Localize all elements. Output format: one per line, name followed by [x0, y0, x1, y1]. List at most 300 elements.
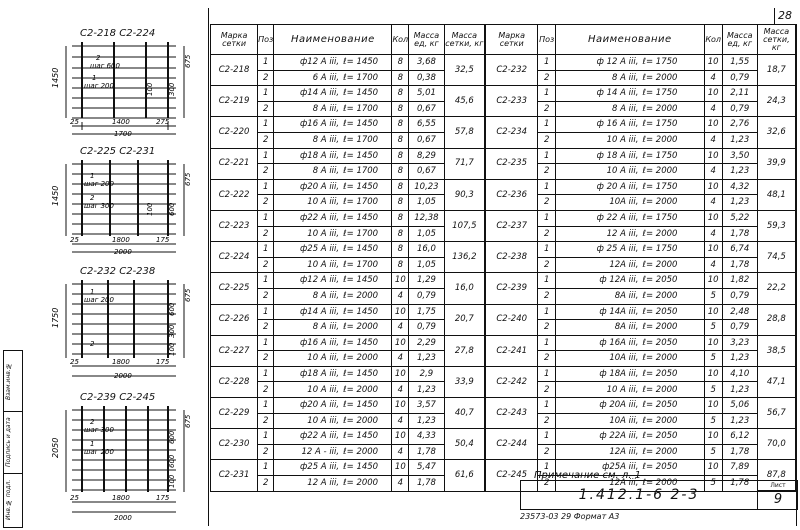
cell-mass-unit: 1,23	[409, 413, 445, 429]
cell-kol: 10	[704, 398, 722, 414]
cell-kol: 8	[392, 117, 409, 133]
dim-bottom-left: 25	[70, 236, 79, 244]
cell-poz: 2	[258, 413, 274, 429]
bar-diameter: ф 18 А ііі,	[596, 150, 639, 161]
cell-name	[556, 366, 705, 382]
bar-length: ℓ= 2000	[642, 290, 678, 301]
bar-diameter: ф 16А ііі,	[599, 337, 639, 348]
bar-diameter: 10А ііі,	[609, 415, 639, 426]
cell-poz: 1	[258, 304, 274, 320]
cell-kol: 8	[392, 179, 409, 195]
cell-mass-unit: 3,57	[409, 398, 445, 414]
frame-line	[208, 8, 209, 526]
cell-mass-total: 45,6	[444, 86, 484, 117]
bar-length: ℓ= 2050	[642, 275, 678, 286]
cell-mass-unit: 1,23	[722, 413, 757, 429]
cell-name	[556, 413, 705, 429]
cell-name	[556, 70, 705, 86]
cell-name	[274, 444, 392, 460]
dim-right: 675	[184, 172, 192, 186]
dim-mid: 600	[168, 302, 176, 316]
col-massa-setki: Масса сетки, кг	[757, 25, 795, 55]
cell-name	[274, 86, 392, 102]
bar-diameter: 6 А ііі,	[312, 72, 340, 83]
bar-length: ℓ= 1450	[343, 400, 379, 411]
cell-mass-total: 59,3	[757, 210, 795, 241]
label-step: шаг 300	[84, 202, 114, 210]
bar-length: ℓ= 2000	[642, 103, 678, 114]
cell-poz: 1	[538, 304, 556, 320]
cell-name	[274, 273, 392, 289]
cell-marka: С2-218	[211, 55, 258, 86]
cell-mass-unit: 6,74	[722, 242, 757, 258]
cell-marka: С2-238	[486, 242, 538, 273]
cell-marka: С2-240	[486, 304, 538, 335]
bar-diameter: 8 А ііі,	[312, 290, 340, 301]
dim-inner: 100	[146, 82, 154, 96]
cell-name	[274, 288, 392, 304]
cell-kol: 8	[392, 148, 409, 164]
cell-mass-total: 57,8	[444, 117, 484, 148]
bar-length: ℓ= 1450	[343, 57, 379, 68]
dim-right: 675	[184, 414, 192, 428]
cell-poz: 1	[538, 55, 556, 71]
bar-diameter: ф 22 А ііі,	[596, 212, 639, 223]
cell-poz: 2	[538, 226, 556, 242]
col-name: Наименование	[274, 25, 392, 55]
cell-poz: 2	[538, 70, 556, 86]
cell-name	[274, 179, 392, 195]
bar-diameter: ф 22А ііі,	[599, 431, 639, 442]
spec-table-right	[485, 24, 796, 492]
side-stamp-inv: Взам.инв.№	[5, 362, 12, 400]
cell-mass-unit: 1,55	[722, 55, 757, 71]
dim-right: 675	[184, 54, 192, 68]
bar-diameter: 10 А ііі,	[606, 166, 639, 177]
cell-kol: 10	[392, 429, 409, 445]
cell-name	[556, 273, 705, 289]
sheet-label: Лист	[758, 481, 798, 491]
cell-kol: 10	[392, 335, 409, 351]
table-row	[486, 55, 796, 71]
table-row	[211, 304, 485, 320]
cell-name	[274, 226, 392, 242]
cell-poz: 1	[258, 273, 274, 289]
bar-diameter: ф12 А ііі,	[300, 57, 340, 68]
cell-name	[274, 320, 392, 336]
cell-mass-unit: 2,48	[722, 304, 757, 320]
cell-name	[556, 132, 705, 148]
cell-mass-unit: 0,67	[409, 101, 445, 117]
cell-name	[274, 164, 392, 180]
bar-diameter: 12 А ііі,	[606, 228, 639, 239]
sheet-cell	[757, 481, 798, 509]
bar-length: ℓ= 1700	[343, 197, 379, 208]
sheet-number: 9	[773, 492, 783, 507]
bar-diameter: 10А ііі,	[609, 197, 639, 208]
bar-length: ℓ= 2000	[343, 322, 379, 333]
bar-diameter: ф12 А ііі,	[300, 275, 340, 286]
cell-name	[556, 257, 705, 273]
cell-name	[556, 210, 705, 226]
cell-marka: С2-227	[211, 335, 258, 366]
cell-mass-unit: 1,78	[722, 257, 757, 273]
dim-bottom-right: 175	[156, 358, 170, 366]
bar-diameter: 8 А ііі,	[312, 322, 340, 333]
table-row	[486, 86, 796, 102]
bar-length: ℓ= 2000	[642, 322, 678, 333]
bar-length: ℓ= 1750	[642, 119, 678, 130]
cell-mass-unit: 0,67	[409, 164, 445, 180]
bar-length: ℓ= 1700	[343, 72, 379, 83]
bar-diameter: 10А ііі,	[609, 353, 639, 364]
cell-name	[274, 148, 392, 164]
cell-kol: 5	[704, 288, 722, 304]
cell-mass-total: 20,7	[444, 304, 484, 335]
cell-mass-total: 40,7	[444, 398, 484, 429]
table-row	[486, 117, 796, 133]
cell-kol: 8	[392, 210, 409, 226]
cell-poz: 2	[258, 70, 274, 86]
cell-kol: 5	[704, 413, 722, 429]
cell-name	[274, 366, 392, 382]
cell-mass-total: 32,5	[444, 55, 484, 86]
dim-bottom-right: 175	[156, 236, 170, 244]
cell-mass-unit: 2,29	[409, 335, 445, 351]
cell-name	[274, 413, 392, 429]
cell-poz: 2	[538, 476, 556, 492]
bar-diameter: 10 А ііі,	[606, 135, 639, 146]
dim-bottom-total: 2000	[114, 514, 132, 522]
cell-poz: 1	[538, 335, 556, 351]
cell-kol: 10	[704, 86, 722, 102]
dim-bottom-right: 175	[156, 494, 170, 502]
cell-mass-unit: 0,79	[409, 288, 445, 304]
bar-length: ℓ= 1450	[343, 150, 379, 161]
cell-name	[274, 55, 392, 71]
cell-name	[274, 429, 392, 445]
bar-length: ℓ= 2000	[642, 259, 678, 270]
bar-length: ℓ= 2000	[642, 353, 678, 364]
cell-mass-unit: 1,75	[409, 304, 445, 320]
bar-diameter: ф25 А ііі,	[300, 462, 340, 473]
bar-diameter: ф 14А ііі,	[599, 306, 639, 317]
table-row	[486, 398, 796, 414]
cell-kol: 4	[392, 320, 409, 336]
cell-mass-total: 71,7	[444, 148, 484, 179]
cell-kol: 10	[704, 117, 722, 133]
cell-mass-unit: 3,68	[409, 55, 445, 71]
cell-poz: 2	[258, 164, 274, 180]
bar-diameter: 10 А ііі,	[307, 259, 340, 270]
cell-name	[274, 257, 392, 273]
cell-kol: 8	[392, 226, 409, 242]
cell-poz: 2	[538, 257, 556, 273]
cell-marka: С2-233	[486, 86, 538, 117]
cell-poz: 1	[258, 335, 274, 351]
bar-length: ℓ= 2050	[642, 368, 678, 379]
table-row	[211, 242, 485, 258]
dim-height: 2050	[51, 437, 60, 458]
cell-kol: 4	[392, 444, 409, 460]
dim-inner: 300	[168, 324, 176, 338]
dim-bottom-left: 25	[70, 118, 79, 126]
bar-length: ℓ= 2050	[642, 400, 678, 411]
dim-bottom-mid: 1800	[112, 236, 130, 244]
bar-diameter: 8 А ііі,	[312, 166, 340, 177]
cell-kol: 4	[704, 226, 722, 242]
cell-poz: 2	[538, 288, 556, 304]
cell-poz: 1	[538, 86, 556, 102]
bar-diameter: ф 12 А ііі,	[596, 57, 639, 68]
cell-marka: С2-234	[486, 117, 538, 148]
page-number: 28	[774, 8, 795, 25]
cell-marka: С2-235	[486, 148, 538, 179]
cell-kol: 10	[392, 366, 409, 382]
cell-kol: 10	[704, 210, 722, 226]
bar-length: ℓ= 1700	[343, 228, 379, 239]
cell-name	[274, 117, 392, 133]
bar-diameter: ф 20 А ііі,	[596, 181, 639, 192]
cell-mass-total: 18,7	[757, 55, 795, 86]
cell-mass-total: 32,6	[757, 117, 795, 148]
bar-length: ℓ= 1450	[343, 181, 379, 192]
bar-length: ℓ= 2000	[343, 415, 379, 426]
label-step: шаг 200	[84, 82, 114, 90]
dim-inner2: 100	[168, 342, 176, 356]
cell-kol: 5	[704, 476, 722, 492]
cell-mass-total: 47,1	[757, 366, 795, 397]
bar-diameter: ф18 А ііі,	[300, 368, 340, 379]
dim-b: 600	[168, 454, 176, 468]
bar-diameter: 10 А ііі,	[606, 384, 639, 395]
cell-mass-total: 33,9	[444, 366, 484, 397]
cell-name	[556, 398, 705, 414]
cell-poz: 1	[538, 398, 556, 414]
table-row	[486, 148, 796, 164]
dim-height: 1450	[51, 185, 60, 206]
cell-mass-total: 136,2	[444, 242, 484, 273]
cell-mass-unit: 1,05	[409, 195, 445, 211]
bar-diameter: ф14 А ііі,	[300, 306, 340, 317]
table-row	[211, 55, 485, 71]
bar-length: ℓ= 1450	[343, 306, 379, 317]
dim-bottom-total: 2000	[114, 248, 132, 256]
table-row	[211, 117, 485, 133]
cell-kol: 4	[392, 382, 409, 398]
bar-length: ℓ= 2000	[642, 135, 678, 146]
table-row	[211, 86, 485, 102]
cell-kol: 5	[704, 444, 722, 460]
cell-poz: 1	[538, 460, 556, 476]
bar-diameter: 12А ііі,	[609, 478, 639, 489]
bar-length: ℓ= 1450	[343, 462, 379, 473]
cell-marka: С2-221	[211, 148, 258, 179]
cell-kol: 4	[392, 351, 409, 367]
cell-mass-total: 16,0	[444, 273, 484, 304]
cell-poz: 1	[538, 117, 556, 133]
cell-poz: 2	[538, 195, 556, 211]
bar-length: ℓ= 2050	[642, 306, 678, 317]
cell-poz: 1	[258, 366, 274, 382]
cell-kol: 10	[704, 366, 722, 382]
dim-height: 1450	[51, 67, 60, 88]
cell-kol: 10	[392, 398, 409, 414]
cell-kol: 10	[392, 460, 409, 476]
bar-diameter: ф 16 А ііі,	[596, 119, 639, 130]
cell-mass-unit: 1,82	[722, 273, 757, 289]
bar-diameter: 8 А ііі,	[612, 72, 639, 83]
cell-mass-unit: 8,29	[409, 148, 445, 164]
cell-poz: 1	[258, 117, 274, 133]
cell-kol: 8	[392, 55, 409, 71]
bar-length: ℓ= 2000	[642, 384, 678, 395]
cell-kol: 8	[392, 195, 409, 211]
mesh-drawing-4	[24, 402, 208, 524]
cell-mass-unit: 1,23	[722, 164, 757, 180]
cell-name	[274, 242, 392, 258]
bar-length: ℓ= 1700	[343, 166, 379, 177]
col-marka: Марка сетки	[486, 25, 538, 55]
table-row	[211, 366, 485, 382]
bar-diameter: 10 А ііі,	[307, 197, 340, 208]
cell-poz: 2	[538, 444, 556, 460]
cell-marka: С2-244	[486, 429, 538, 460]
cell-poz: 1	[538, 148, 556, 164]
table-row	[486, 366, 796, 382]
cell-name	[274, 70, 392, 86]
dim-bottom-right: 275	[156, 118, 170, 126]
bar-diameter: 8А ііі,	[614, 322, 639, 333]
cell-poz: 1	[258, 429, 274, 445]
cell-mass-unit: 6,12	[722, 429, 757, 445]
drawing-title: С2-239 С2-245	[80, 392, 156, 403]
bar-diameter: 8 А ііі,	[612, 103, 639, 114]
cell-mass-unit: 7,89	[722, 460, 757, 476]
bar-diameter: 12 А ііі,	[307, 478, 340, 489]
bar-length: ℓ= 1450	[343, 88, 379, 99]
cell-mass-unit: 1,78	[722, 476, 757, 492]
table-row	[211, 179, 485, 195]
bar-length: ℓ= 1750	[642, 88, 678, 99]
cell-poz: 1	[538, 210, 556, 226]
cell-poz: 2	[258, 226, 274, 242]
bar-diameter: 10 А ііі,	[307, 415, 340, 426]
bar-diameter: ф18 А ііі,	[300, 150, 340, 161]
bar-diameter: ф25А ііі,	[602, 462, 639, 473]
label-pos: 2	[90, 340, 95, 348]
bar-diameter: 8А ііі,	[614, 290, 639, 301]
cell-name	[274, 351, 392, 367]
bar-length: ℓ= 1450	[343, 212, 379, 223]
cell-mass-unit: 2,76	[722, 117, 757, 133]
cell-poz: 1	[258, 86, 274, 102]
cell-mass-unit: 1,29	[409, 273, 445, 289]
cell-poz: 1	[538, 179, 556, 195]
drawing-title: С2-232 С2-238	[80, 266, 156, 277]
cell-poz: 2	[258, 288, 274, 304]
cell-mass-total: 24,3	[757, 86, 795, 117]
cell-marka: С2-222	[211, 179, 258, 210]
cell-mass-unit: 5,22	[722, 210, 757, 226]
col-massa-setki: Масса сетки, кг	[444, 25, 484, 55]
cell-mass-unit: 1,78	[409, 444, 445, 460]
cell-mass-unit: 4,32	[722, 179, 757, 195]
cell-mass-unit: 4,10	[722, 366, 757, 382]
cell-kol: 10	[704, 273, 722, 289]
bar-length: ℓ= 1750	[642, 244, 678, 255]
table-row	[211, 429, 485, 445]
bar-length: ℓ= 1700	[343, 259, 379, 270]
cell-mass-unit: 5,06	[722, 398, 757, 414]
cell-poz: 2	[258, 195, 274, 211]
cell-kol: 4	[704, 132, 722, 148]
cell-kol: 4	[392, 413, 409, 429]
cell-kol: 4	[392, 288, 409, 304]
label-pos: 2	[96, 54, 101, 62]
table-row	[486, 429, 796, 445]
cell-name	[274, 304, 392, 320]
cell-marka: С2-219	[211, 86, 258, 117]
cell-marka: С2-231	[211, 460, 258, 491]
cell-kol: 10	[704, 55, 722, 71]
cell-kol: 4	[704, 164, 722, 180]
cell-mass-unit: 1,78	[722, 226, 757, 242]
col-poz: Поз	[538, 25, 556, 55]
cell-mass-total: 39,9	[757, 148, 795, 179]
cell-mass-total: 87,8	[757, 460, 795, 491]
note: Примечание см. л. 1	[534, 470, 641, 481]
cell-mass-total: 28,8	[757, 304, 795, 335]
cell-mass-total: 27,8	[444, 335, 484, 366]
label-step: шаг 200	[84, 180, 114, 188]
bar-length: ℓ= 2000	[642, 72, 678, 83]
bar-length: ℓ= 1450	[343, 368, 379, 379]
cell-mass-total: 22,2	[757, 273, 795, 304]
dim-bottom-mid: 1800	[112, 358, 130, 366]
cell-marka: С2-223	[211, 210, 258, 241]
cell-poz: 1	[538, 273, 556, 289]
col-name: Наименование	[556, 25, 705, 55]
bar-length: ℓ= 2050	[642, 462, 678, 473]
bar-diameter: ф16 А ііі,	[300, 337, 340, 348]
cell-kol: 10	[704, 335, 722, 351]
bar-length: ℓ= 2050	[642, 337, 678, 348]
cell-name	[556, 86, 705, 102]
bar-diameter: ф14 А ііі,	[300, 88, 340, 99]
bar-length: ℓ= 2000	[642, 197, 678, 208]
cell-poz: 1	[258, 210, 274, 226]
cell-kol: 10	[392, 304, 409, 320]
cell-name	[556, 304, 705, 320]
cell-kol: 10	[704, 148, 722, 164]
cell-marka: С2-236	[486, 179, 538, 210]
cell-poz: 1	[538, 242, 556, 258]
cell-mass-unit: 0,79	[722, 288, 757, 304]
cell-mass-unit: 2,9	[409, 366, 445, 382]
cell-mass-total: 56,7	[757, 398, 795, 429]
table-row	[211, 210, 485, 226]
cell-marka: С2-241	[486, 335, 538, 366]
col-massa-ed: Масса ед, кг	[722, 25, 757, 55]
dim-bottom-total: 1700	[114, 130, 132, 138]
bar-length: ℓ= 1700	[343, 103, 379, 114]
cell-kol: 10	[392, 273, 409, 289]
cell-mass-total: 74,5	[757, 242, 795, 273]
cell-marka: С2-220	[211, 117, 258, 148]
cell-mass-unit: 5,47	[409, 460, 445, 476]
bar-length: ℓ= 1750	[642, 150, 678, 161]
